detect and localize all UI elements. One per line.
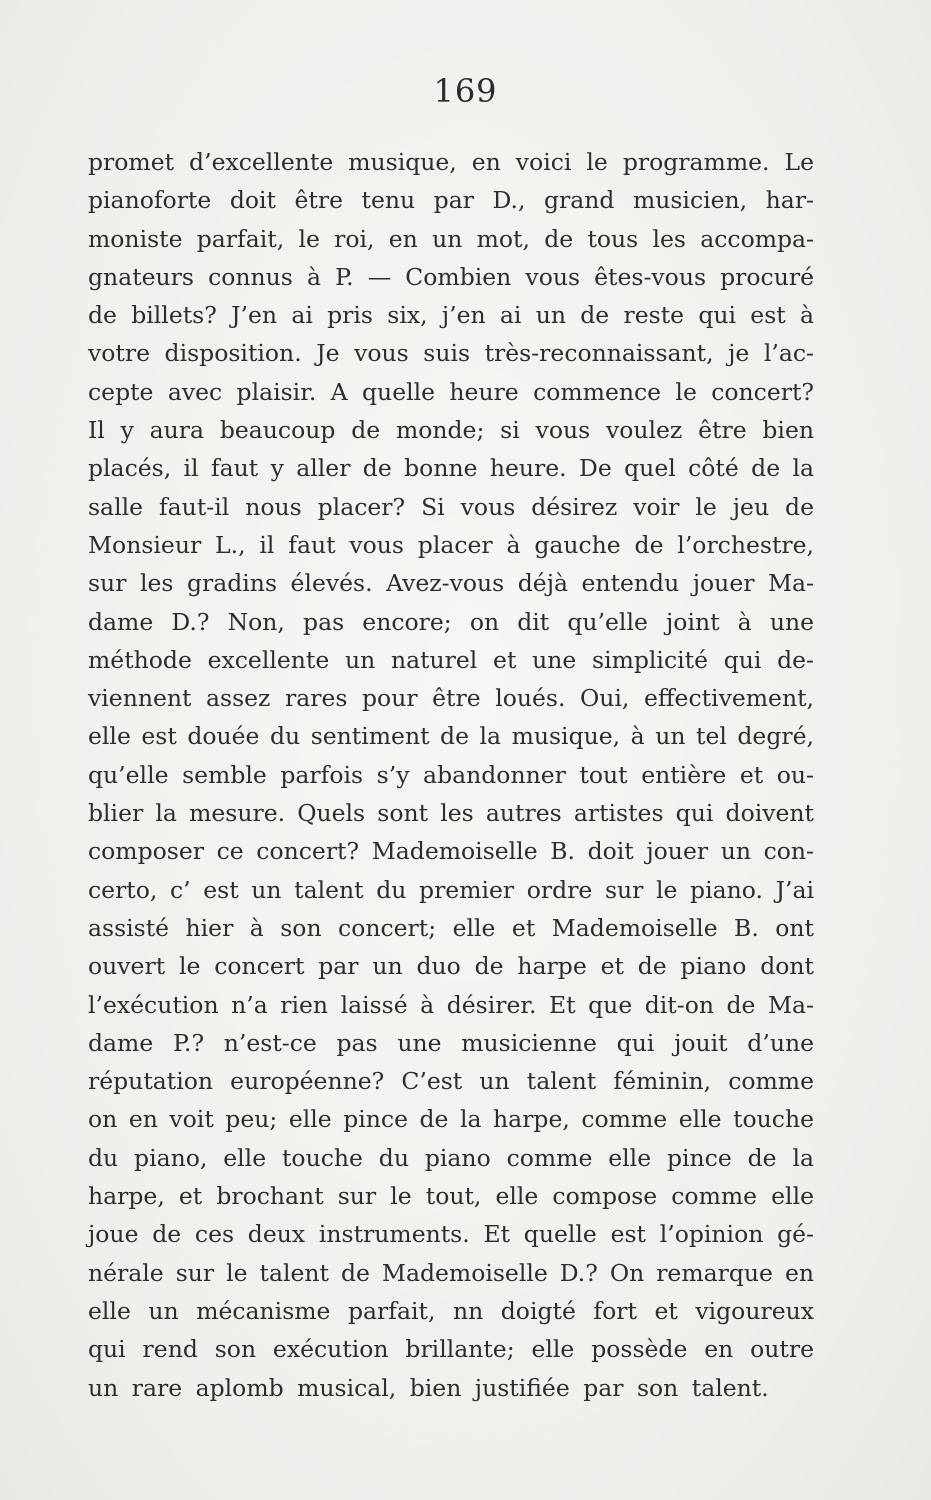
text-line: composer ce concert? Mademoiselle B. doit jouer un con- bbox=[88, 837, 814, 866]
text-line: gnateurs connus à P. — Combien vous êtes-vous procuré bbox=[88, 262, 814, 291]
text-line: réputation européenne? C’est un talent féminin, comme bbox=[88, 1067, 814, 1096]
text-line: nérale sur le talent de Mademoiselle D.? On remarque en bbox=[88, 1258, 814, 1287]
text-line: harpe, et brochant sur le tout, elle compose comme elle bbox=[88, 1182, 814, 1211]
text-line: pianoforte doit être tenu par D., grand musicien, har- bbox=[88, 186, 814, 215]
body-text bbox=[88, 143, 814, 1407]
text-line: blier la mesure. Quels sont les autres artistes qui doivent bbox=[88, 799, 814, 828]
text-line: salle faut-il nous placer? Si vous désirez voir le jeu de bbox=[88, 492, 814, 521]
text-line: Monsieur L., il faut vous placer à gauche de l’orchestre, bbox=[88, 530, 814, 559]
text-line: votre disposition. Je vous suis très-reconnaissant, je l’ac- bbox=[88, 339, 814, 368]
text-line: de billets? J’en ai pris six, j’en ai un de reste qui est à bbox=[88, 301, 814, 330]
text-line: elle est douée du sentiment de la musique, à un tel degré, bbox=[88, 722, 814, 751]
page-number: 169 bbox=[433, 72, 498, 110]
text-line: placés, il faut y aller de bonne heure. De quel côté de la bbox=[88, 454, 814, 483]
text-line: du piano, elle touche du piano comme elle pince de la bbox=[88, 1143, 814, 1172]
text-line: moniste parfait, le roi, en un mot, de tous les accompa- bbox=[88, 224, 814, 253]
text-line: dame P.? n’est-ce pas une musicienne qui jouit d’une bbox=[88, 1028, 814, 1057]
text-line-last: un rare aplomb musical, bien justifiée par son talent. bbox=[88, 1373, 769, 1402]
text-line: on en voit peu; elle pince de la harpe, comme elle touche bbox=[88, 1105, 814, 1134]
text-line: l’exécution n’a rien laissé à désirer. Et que dit-on de Ma- bbox=[88, 990, 814, 1019]
text-line: assisté hier à son concert; elle et Mademoiselle B. ont bbox=[88, 913, 814, 942]
text-line: joue de ces deux instruments. Et quelle est l’opinion gé- bbox=[88, 1220, 814, 1249]
text-line: qui rend son exécution brillante; elle possède en outre bbox=[88, 1335, 814, 1364]
text-line: promet d’excellente musique, en voici le programme. Le bbox=[88, 148, 814, 176]
text-line: dame D.? Non, pas encore; on dit qu’elle joint à une bbox=[88, 607, 814, 636]
text-line: qu’elle semble parfois s’y abandonner tout entière et ou- bbox=[88, 760, 814, 789]
text-line: cepte avec plaisir. A quelle heure commence le concert? bbox=[88, 377, 814, 406]
text-line: certo, c’ est un talent du premier ordre sur le piano. J’ai bbox=[88, 875, 814, 904]
text-line: elle un mécanisme parfait, nn doigté fort et vigoureux bbox=[88, 1296, 814, 1325]
text-line: méthode excellente un naturel et une simplicité qui de- bbox=[88, 645, 814, 674]
text-line: sur les gradins élevés. Avez-vous déjà entendu jouer Ma- bbox=[88, 569, 814, 598]
text-line: ouvert le concert par un duo de harpe et de piano dont bbox=[88, 952, 814, 981]
text-line: viennent assez rares pour être loués. Oui, effectivement, bbox=[88, 684, 814, 713]
text-line: Il y aura beaucoup de monde; si vous voulez être bien bbox=[88, 416, 814, 445]
